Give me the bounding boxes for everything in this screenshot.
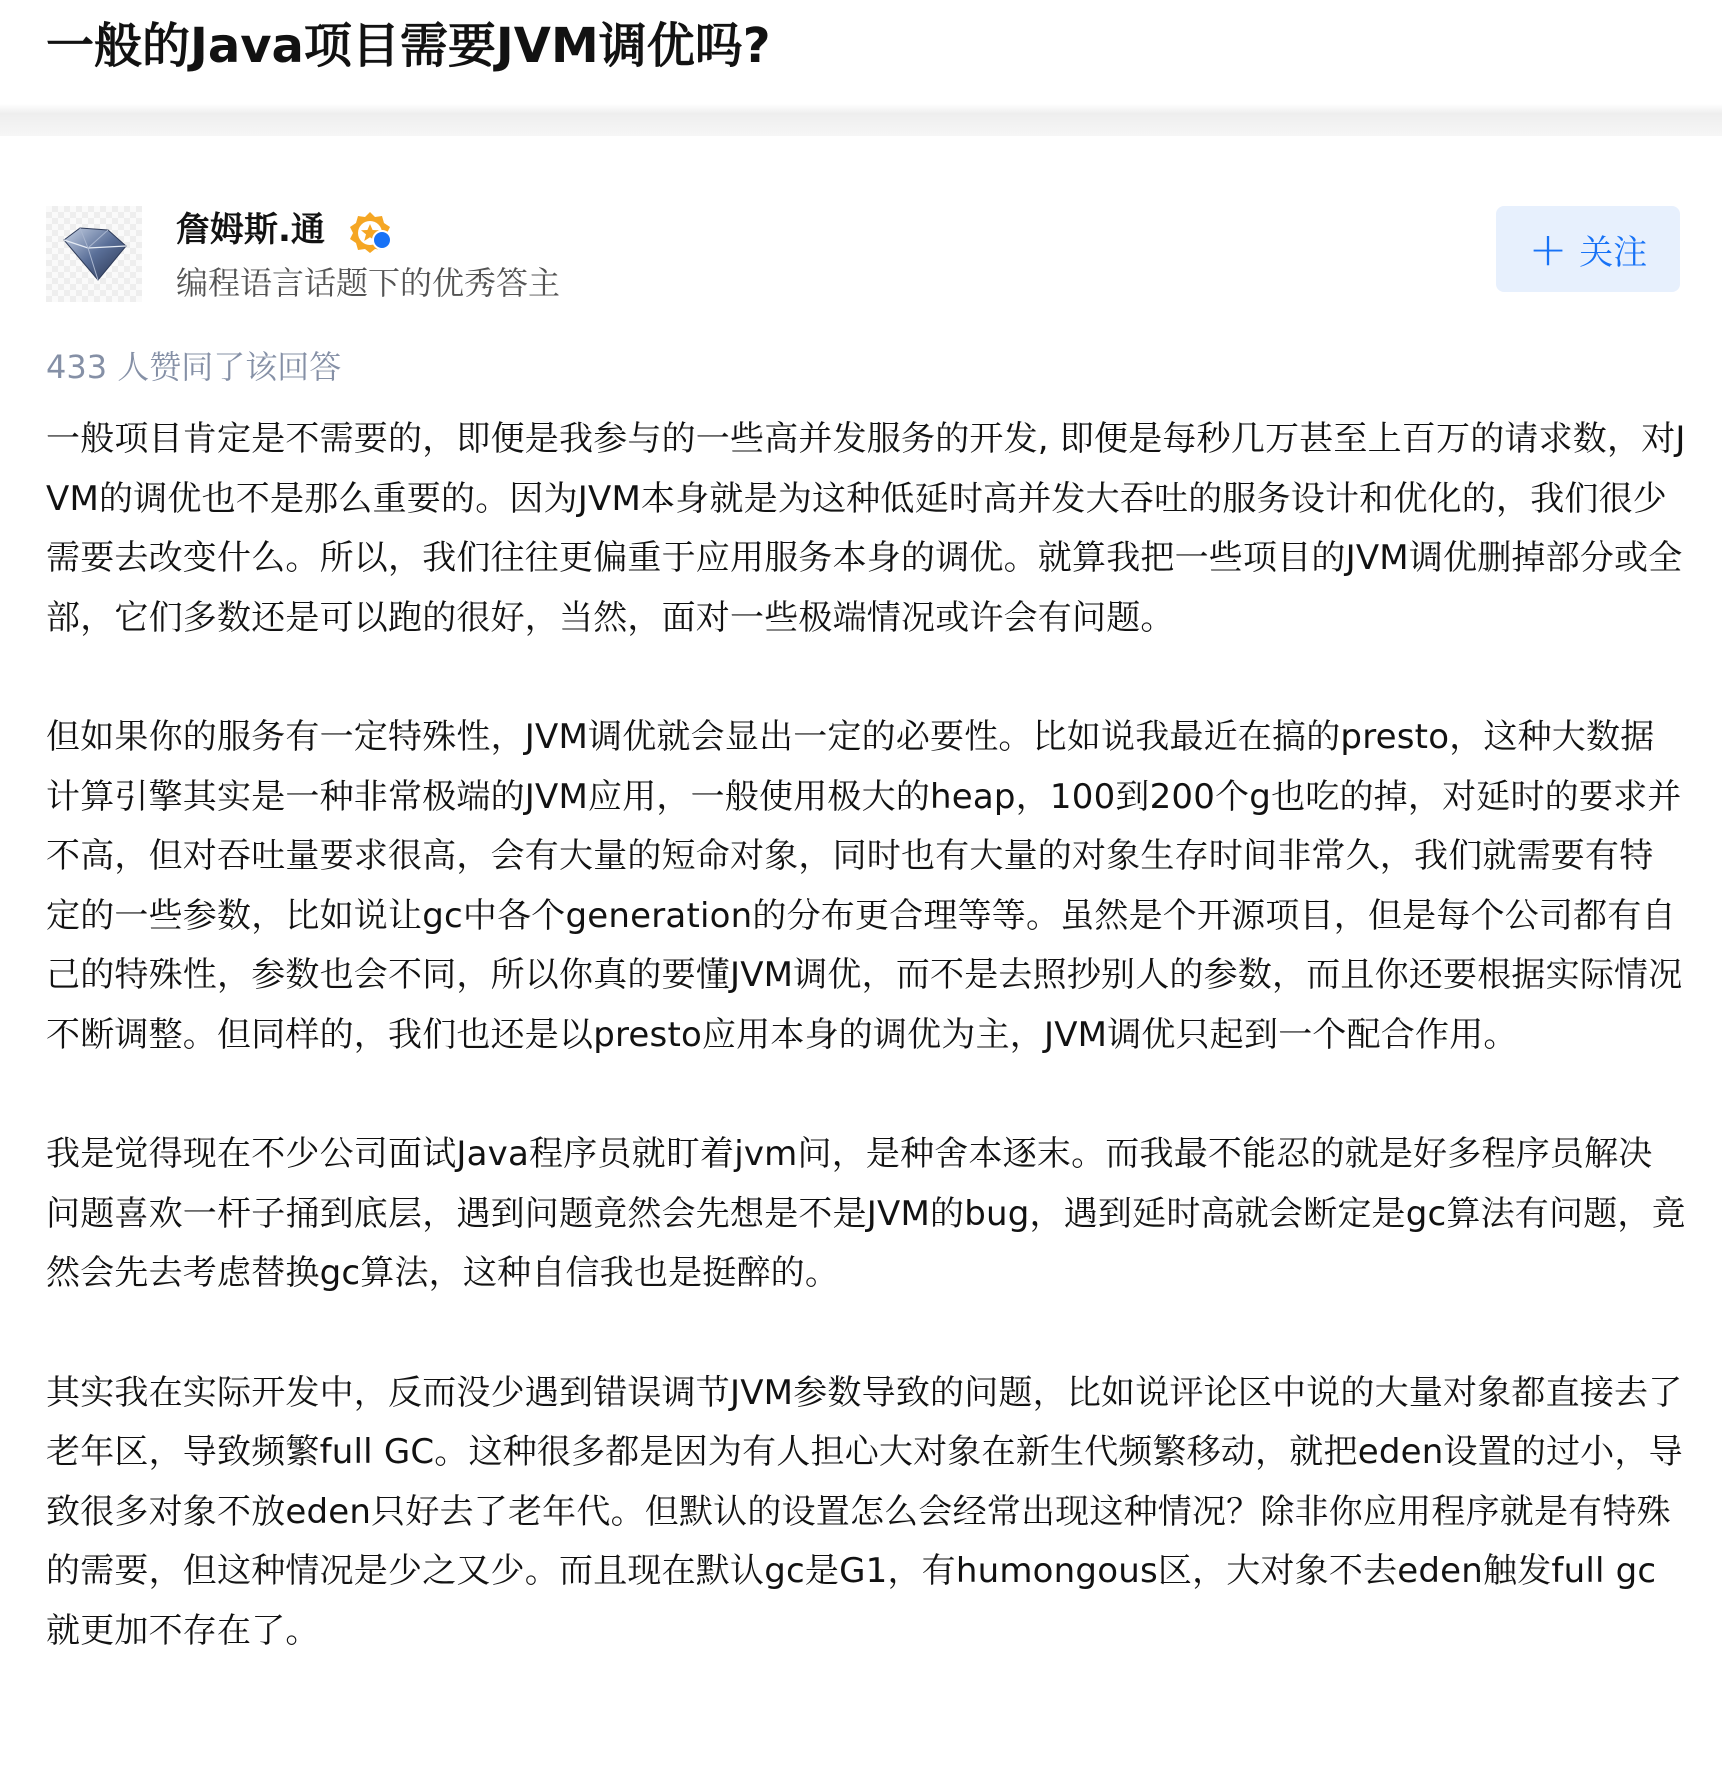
vote-summary: 433 人赞同了该回答 bbox=[46, 348, 342, 386]
avatar[interactable] bbox=[46, 206, 142, 302]
author-headline: 编程语言话题下的优秀答主 bbox=[176, 264, 561, 302]
diamond-icon bbox=[58, 226, 130, 282]
follow-button[interactable] bbox=[1496, 206, 1680, 292]
header-divider bbox=[0, 104, 1722, 136]
follow-button-label: 关注 bbox=[1579, 232, 1648, 273]
plus-icon: + bbox=[1528, 222, 1568, 276]
author-info bbox=[46, 206, 1680, 310]
author-name[interactable]: 詹姆斯.通 bbox=[176, 210, 325, 250]
question-title[interactable]: 一般的Java项目需要JVM调优吗? bbox=[46, 18, 771, 74]
answer-paragraph: 其实我在实际开发中，反而没少遇到错误调节JVM参数导致的问题，比如说评论区中说的大量对象都直接去了老年区，导致频繁full GC。这种很多都是因为有人担心大对象在新生代频繁移动，就把eden设置的过小，导致很多对象不放eden只好去了老年代。但默认的设置怎么会经常出现这种情况？除非你应用程序就是有特殊的需要，但这种情况是少之又少。而且现在默认gc是G1，有humongous区，大对象不去eden触发full gc就更加不存在了。 bbox=[46, 1372, 1683, 1651]
answer-paragraph: 一般项目肯定是不需要的，即便是我参与的一些高并发服务的开发, 即便是每秒几万甚至上百万的请求数，对JVM的调优也不是那么重要的。因为JVM本身就是为这种低延时高并发大吞吐的服务设计和优化的，我们很少需要去改变什么。所以，我们往往更偏重于应用服务本身的调优。就算我把一些项目的JVM调优删掉部分或全部，它们多数还是可以跑的很好，当然，面对一些极端情况或许会有问题。 bbox=[46, 419, 1686, 638]
answer-paragraph: 但如果你的服务有一定特殊性，JVM调优就会显出一定的必要性。比如说我最近在搞的presto，这种大数据计算引擎其实是一种非常极端的JVM应用，一般使用极大的heap，100到200个g也吃的掉，对延时的要求并不高，但对吞吐量要求很高，会有大量的短命对象，同时也有大量的对象生存时间非常久，我们就需要有特定的一些参数，比如说让gc中各个generation的分布更合理等等。虽然是个开源项目，但是每个公司都有自己的特殊性，参数也会不同，所以你真的要懂JVM调优，而不是去照抄别人的参数，而且你还要根据实际情况不断调整。但同样的，我们也还是以presto应用本身的调优为主，JVM调优只起到一个配合作用。 bbox=[46, 717, 1683, 1055]
excellent-answerer-badge-icon bbox=[348, 210, 392, 254]
answer-card bbox=[0, 160, 1722, 1786]
question-header bbox=[0, 0, 1722, 108]
answer-paragraph: 我是觉得现在不少公司面试Java程序员就盯着jvm问，是种舍本逐末。而我最不能忍的就是好多程序员解决问题喜欢一杆子捅到底层，遇到问题竟然会先想是不是JVM的bug，遇到延时高就会断定是gc算法有问题，竟然会先去考虑替换gc算法，这种自信我也是挺醉的。 bbox=[46, 1134, 1686, 1293]
answer-content bbox=[46, 410, 1686, 1721]
